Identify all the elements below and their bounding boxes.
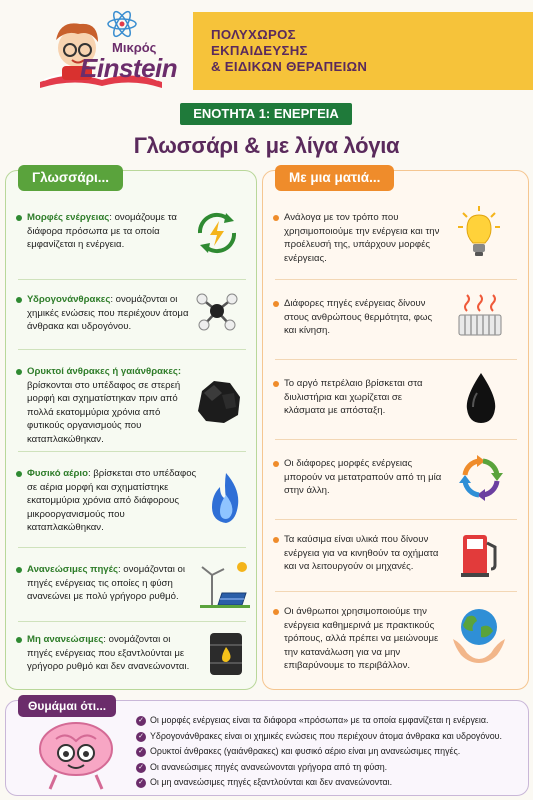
logo-small-text: Μικρός [112,40,157,55]
glossary-item [18,211,198,252]
divider [18,621,246,622]
glance-item [275,533,445,574]
divider [275,591,517,592]
glance-item [275,211,445,265]
organization-banner [193,12,533,90]
earth-hands-icon [451,603,507,665]
glance-title: Με μια ματιά... [275,165,394,191]
wind-solar-icon [198,557,252,611]
glance-text: Το αργό πετρέλαιο βρίσκεται στα διυλιστήρια και χωρίζεται σε κλάσματα με απόσταξη. [284,378,423,417]
glossary-term: Ανανεώσιμες πηγές [27,564,118,575]
remember-item: ✓ Οι μη ανανεώσιμες πηγές εξαντλούνται και δεν ανανεώνονται. [136,775,526,791]
molecule-icon [192,289,242,335]
remember-item: ✓ Οι μορφές ενέργειας είναι τα διάφορα «πρόσωπα» με τα οποία εμφανίζεται η ενέργεια. [136,713,526,729]
unit-label: ΕΝΟΤΗΤΑ 1: ΕΝΕΡΓΕΙΑ [180,103,352,125]
glossary-term: Φυσικό αέριο [27,468,88,479]
brain-mascot-icon [26,719,126,793]
glossary-item [18,293,198,334]
cycle-arrows-icon [455,453,505,503]
remember-title: Θυμάμαι ότι... [18,695,116,717]
divider [18,349,246,350]
glance-text: Διάφορες πηγές ενέργειας δίνουν στους ανθρώπους θερμότητα, φως και κίνηση. [284,298,433,337]
check-icon: ✓ [136,778,146,788]
remember-box [5,700,529,796]
glossary-definition: : ονομάζουμε τα διάφορα πρόσωπα με τα οποία εμφανίζεται η ενέργεια. [27,212,177,251]
glossary-definition: : βρίσκεται στο υπέδαφος σε αέρια μορφή και σχηματίστηκε εκατομμύρια χρόνια από διάφορους μικροοργανισμούς που καταπλακώθηκαν. [27,468,197,534]
check-icon: ✓ [136,732,146,742]
check-icon: ✓ [136,747,146,757]
divider [275,439,517,440]
logo-big-text: Einstein [80,53,178,83]
divider [275,359,517,360]
remember-item: ✓ Υδρογονάνθρακες είναι οι χημικές ενώσεις που περιέχουν άτομα άνθρακα και υδρογόνου. [136,729,526,745]
energy-cycle-icon [192,209,242,257]
glossary-item [18,365,198,447]
remember-item: ✓ Ορυκτοί άνθρακες (γαιάνθρακες) και φυσικό αέριο είναι μη ανανεώσιμες πηγές. [136,744,526,760]
glance-item [275,457,445,498]
check-icon: ✓ [136,763,146,773]
logo [2,10,197,90]
glance-text: Τα καύσιμα είναι υλικά που δίνουν ενέργεια για να κινηθούν τα οχήματα και να λειτουργούν οι μηχανές. [284,534,439,573]
org-line-1: ΠΟΛΥΧΩΡΟΣ [211,27,296,42]
glance-text: Οι άνθρωποι χρησιμοποιούμε την ενέργεια καθημερινά με πρακτικούς τρόπους, αλλά πρέπει να μειώνουμε την κατανάλωση για να μην επιβαρύνουμε το περιβάλλον. [284,606,439,672]
glossary-item [18,633,198,674]
glance-item [275,605,445,673]
glossary-term: Ορυκτοί άνθρακες ή γαιάνθρακες: [27,366,182,377]
coal-icon [192,375,244,427]
divider [18,279,246,280]
glossary-item [18,467,198,535]
remember-item: ✓ Οι ανανεώσιμες πηγές ανανεώνονται γρήγορα από τη φύση. [136,760,526,776]
page-title: Γλωσσάρι & με λίγα λόγια [133,133,400,158]
glossary-panel [5,170,257,690]
at-a-glance-panel [262,170,529,690]
glance-text: Οι διάφορες μορφές ενέργειας μπορούν να μετατραπούν από τη μία στην άλλη. [284,458,442,497]
glossary-definition: : ονομάζονται οι πηγές ενέργειας τις οποίες η φύση ανανεώνει με πολύ γρήγορο ρυθμό. [27,564,186,603]
glossary-definition: : ονομάζονται οι χημικές ενώσεις που περιέχουν άτομα άνθρακα και υδρογόνου. [27,294,189,333]
fuel-pump-icon [459,529,503,579]
org-line-3: & ΕΙΔΙΚΩΝ ΘΕΡΑΠΕΙΩΝ [211,59,368,74]
remember-list [136,713,526,791]
glossary-title: Γλωσσάρι... [18,165,123,191]
org-line-2: ΕΚΠΑΙΔΕΥΣΗΣ [211,43,308,58]
glossary-term: Υδρογονάνθρακες [27,294,111,305]
glance-text: Ανάλογα με τον τρόπο που χρησιμοποιούμε την ενέργεια και την προέλευσή της, υπάρχουν μορφές ενέργειας. [284,212,440,264]
divider [275,279,517,280]
glossary-item [18,563,198,604]
check-icon: ✓ [136,716,146,726]
glossary-term: Μορφές ενέργειας [27,212,110,223]
radiator-icon [455,291,505,341]
divider [18,547,246,548]
glance-item [275,377,445,418]
glossary-definition: βρίσκονται στο υπέδαφος σε στερεή μορφή και σχηματίστηκαν πριν από πολλά εκατομμύρια χρόνια από φυτικούς οργανισμούς που καταπλακώθηκαν. [27,379,181,445]
gas-flame-icon [206,471,246,525]
header [0,0,533,95]
oil-barrel-icon [206,629,246,679]
glance-item [275,297,445,338]
oil-drop-icon [463,371,499,425]
divider [18,451,246,452]
glossary-definition: : ονομάζονται οι πηγές ενέργειας που εξαντλούνται με γρήγορο ρυθμό και δεν ανανεώνονται. [27,634,190,673]
glossary-term: Μη ανανεώσιμες [27,634,104,645]
light-bulb-icon [457,205,501,261]
divider [275,519,517,520]
